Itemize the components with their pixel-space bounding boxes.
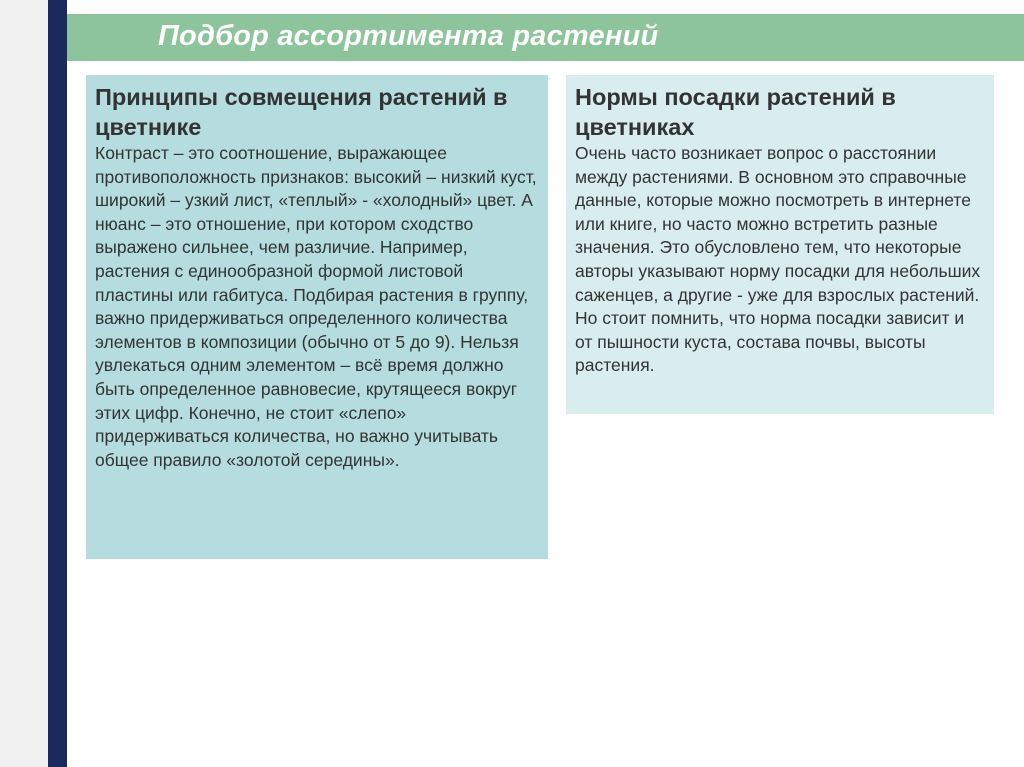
planting-norms-body: Очень часто возникает вопрос о расстоянии между растениями. В основном это справочные данные, которые можно посмотреть в интернете или книге, но часто можно встретить разные значения. Это обусловлено тем, что некоторые авторы указывают норму посадки для небольших саженцев, а другие - уже для взрослых растений. Но стоит помнить, что норма посадки зависит и от пышности куста, состава почвы, высоты растения. — [575, 143, 981, 376]
planting-norms-heading: Нормы посадки растений в цветниках — [575, 84, 896, 140]
principles-heading: Принципы совмещения растений в цветнике — [95, 84, 508, 140]
principles-panel — [86, 75, 548, 559]
left-margin — [0, 0, 48, 767]
principles-body: Контраст – это соотношение, выражающее противоположность признаков: высокий – низкий куст, широкий – узкий лист, «теплый» - «холодный» цвет. А нюанс – это отношение, при котором сходство выражено сильнее, чем различие. Например, растения с единообразной формой листовой пластины или габитуса. Подбирая растения в группу, важно придерживаться определенного количества элементов в композиции (обычно от 5 до 9). Нельзя увлекаться одним элементом – всё время должно быть определенное равновесие, крутящееся вокруг этих цифр. Конечно, не стоит «слепо» придерживаться количества, но важно учитывать общее правило «золотой середины». — [95, 143, 537, 470]
slide-title: Подбор ассортимента растений — [158, 20, 659, 52]
accent-bar — [48, 0, 67, 767]
planting-norms-panel — [566, 75, 994, 414]
